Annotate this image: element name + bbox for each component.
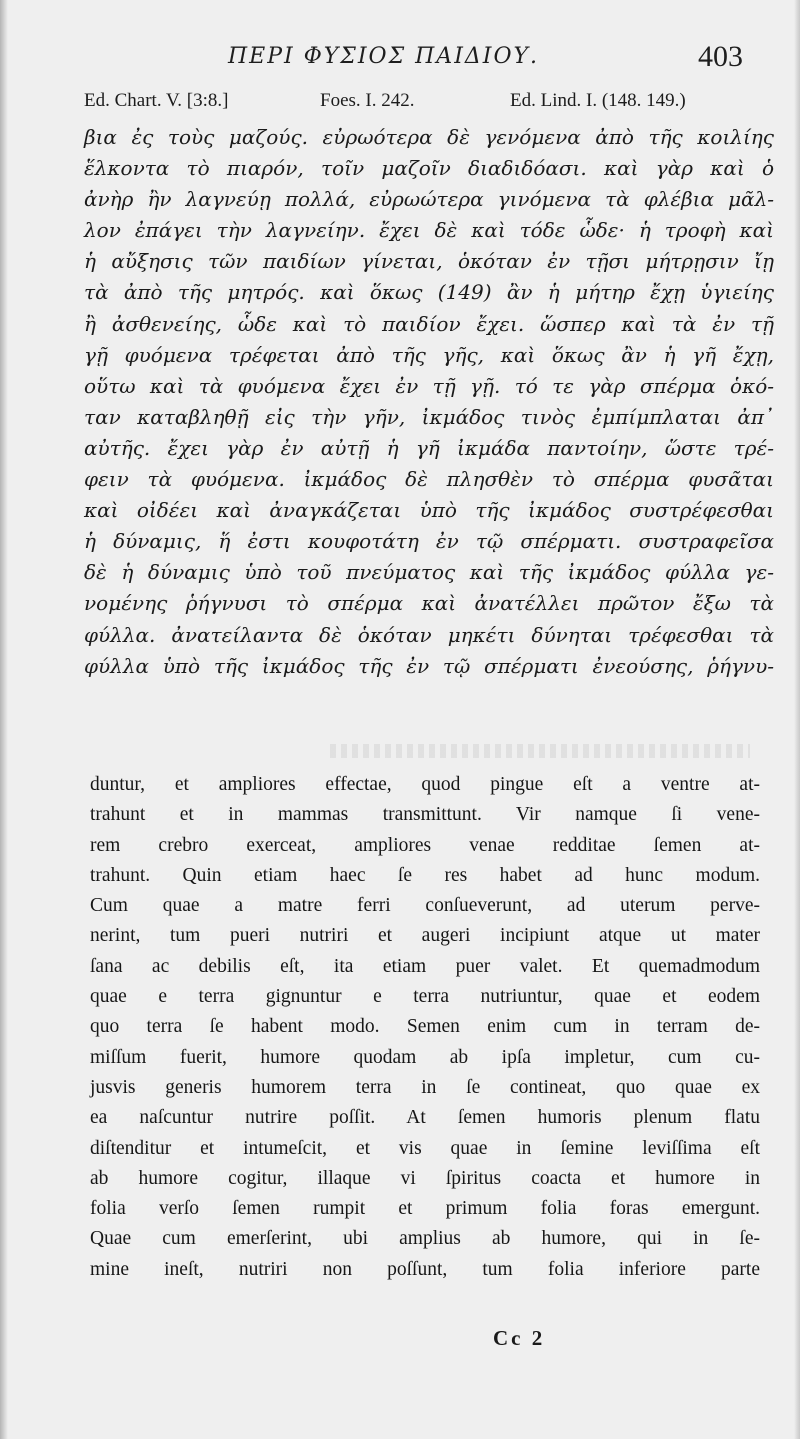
latin-text-line: quae e terra gignuntur e terra nutriuntur, quae et eodem — [90, 986, 760, 1008]
greek-text-line: φειν τὰ φυόμενα. ἰκμάδος δὲ πλησθὲν τὸ σπέρμα φυσᾶται — [84, 467, 774, 492]
greek-text-line: γῇ φυόμενα τρέφεται ἀπὸ τῆς γῆς, καὶ ὅκως ἂν ἡ γῆ ἔχῃ, — [84, 342, 774, 367]
bleed-through-text — [330, 744, 750, 758]
latin-text-line: rem crebro exerceat, ampliores venae redditae ſemen at- — [90, 834, 760, 856]
latin-text-line: Quae cum emerſerint, ubi amplius ab humore, qui in ſe- — [90, 1228, 760, 1250]
latin-translation-block — [90, 770, 760, 1285]
page-left-edge-shadow — [0, 0, 8, 1439]
greek-text-line: λον ἐπάγει τὴν λαγνείην. ἔχει δὲ καὶ τόδε ὧδε· ἡ τροφὴ καὶ — [84, 218, 774, 243]
latin-text-line: mine ineſt, nutriri non poſſunt, tum folia inferiore parte — [90, 1258, 760, 1280]
running-title: ΠΕΡΙ ΦΥΣΙΟΣ ΠΑΙΔΙΟΥ. — [228, 44, 540, 69]
signature-mark: Cc 2 — [493, 1326, 546, 1350]
greek-text-line: ἢ ἀσθενείης, ὧδε καὶ τὸ παιδίον ἔχει. ὥσπερ καὶ τὰ ἐν τῇ — [84, 311, 774, 336]
greek-text-block — [84, 122, 774, 682]
page-right-edge-shadow — [794, 0, 800, 1439]
latin-text-line: ſana ac debilis eſt, ita etiam puer valet. Et quemadmodum — [90, 955, 760, 977]
greek-text-line: τὰ ἀπὸ τῆς μητρός. καὶ ὅκως (149) ἂν ἡ μήτηρ ἔχῃ ὑγιείης — [84, 280, 774, 305]
running-head — [0, 38, 800, 78]
latin-text-line: duntur, et ampliores effectae, quod pingue eſt a ventre at- — [90, 774, 760, 795]
latin-text-line: jusvis generis humorem terra in ſe contineat, quo quae ex — [90, 1076, 760, 1098]
latin-text-line: quo terra ſe habent modo. Semen enim cum in terram de- — [90, 1016, 760, 1038]
greek-text-line: φύλλα ὑπὸ τῆς ἰκμάδος τῆς ἐν τῷ σπέρματι ἐνεούσης, ῥήγνυ- — [84, 653, 774, 678]
edition-ref-linden: Ed. Lind. I. (148. 149.) — [510, 90, 686, 111]
edition-ref-foes: Foes. I. 242. — [320, 90, 415, 111]
greek-text-line: νομένης ῥήγνυσι τὸ σπέρμα καὶ ἀνατέλλει πρῶτον ἔξω τὰ — [84, 591, 774, 616]
latin-text-line: folia verſo ſemen rumpit et primum folia foras emergunt. — [90, 1198, 760, 1220]
greek-text-line: δὲ ἡ δύναμις ὑπὸ τοῦ πνεύματος καὶ τῆς ἰκμάδος φύλλα γε- — [84, 560, 774, 585]
latin-text-line: Cum quae a matre ferri conſueverunt, ad uterum perve- — [90, 895, 760, 917]
latin-text-line: nerint, tum pueri nutriri et augeri incipiunt atque ut mater — [90, 925, 760, 947]
greek-text-line: ἕλκοντα τὸ πιαρόν, τοῖν μαζοῖν διαδιδόασι. καὶ γὰρ καὶ ὁ — [84, 156, 774, 181]
greek-text-line: ἡ δύναμις, ἥ ἐστι κουφοτάτη ἐν τῷ σπέρματι. συστραφεῖσα — [84, 529, 774, 554]
greek-text-line: καὶ οἰδέει καὶ ἀναγκάζεται ὑπὸ τῆς ἰκμάδος συστρέφεσθαι — [84, 498, 774, 523]
latin-text-line: diſtenditur et intumeſcit, et vis quae in ſemine leviſſima eſt — [90, 1137, 760, 1159]
greek-text-line: φύλλα. ἀνατείλαντα δὲ ὁκόταν μηκέτι δύνηται τρέφεσθαι τὰ — [84, 622, 774, 647]
greek-text-line: βια ἐς τοὺς μαζούς. εὐρωότερα δὲ γενόμενα ἀπὸ τῆς κοιλίης — [84, 125, 774, 149]
latin-text-line: trahunt et in mammas transmittunt. Vir namque ſi vene- — [90, 804, 760, 826]
greek-text-line: αὐτῆς. ἔχει γὰρ ἐν αὐτῇ ἡ γῆ ἰκμάδα παντοίην, ὥστε τρέ- — [84, 435, 774, 460]
latin-text-line: miſſum fuerit, humore quodam ab ipſa impletur, cum cu- — [90, 1046, 760, 1068]
latin-text-line: ab humore cogitur, illaque vi ſpiritus coacta et humore in — [90, 1167, 760, 1189]
greek-text-line: ἀνὴρ ἢν λαγνεύῃ πολλά, εὐρωώτερα γινόμενα τὰ φλέβια μᾶλ- — [84, 187, 774, 212]
latin-text-line: ea naſcuntur nutrire poſſit. At ſemen humoris plenum flatu — [90, 1107, 760, 1129]
edition-ref-chartier: Ed. Chart. V. [3:8.] — [84, 90, 229, 111]
latin-text-line: trahunt. Quin etiam haec ſe res habet ad hunc modum. — [90, 864, 760, 886]
greek-text-line: ἡ αὔξησις τῶν παιδίων γίνεται, ὁκόταν ἐν τῇσι μήτρῃσιν ἴῃ — [84, 249, 774, 274]
greek-text-line: οὕτω καὶ τὰ φυόμενα ἔχει ἐν τῇ γῇ. τό τε γὰρ σπέρμα ὁκό- — [84, 373, 774, 398]
page-number: 403 — [698, 40, 743, 73]
greek-text-line: ταν καταβληθῇ εἰς τὴν γῆν, ἰκμάδος τινὸς ἐμπίμπλαται ἀπ᾽ — [84, 404, 774, 429]
